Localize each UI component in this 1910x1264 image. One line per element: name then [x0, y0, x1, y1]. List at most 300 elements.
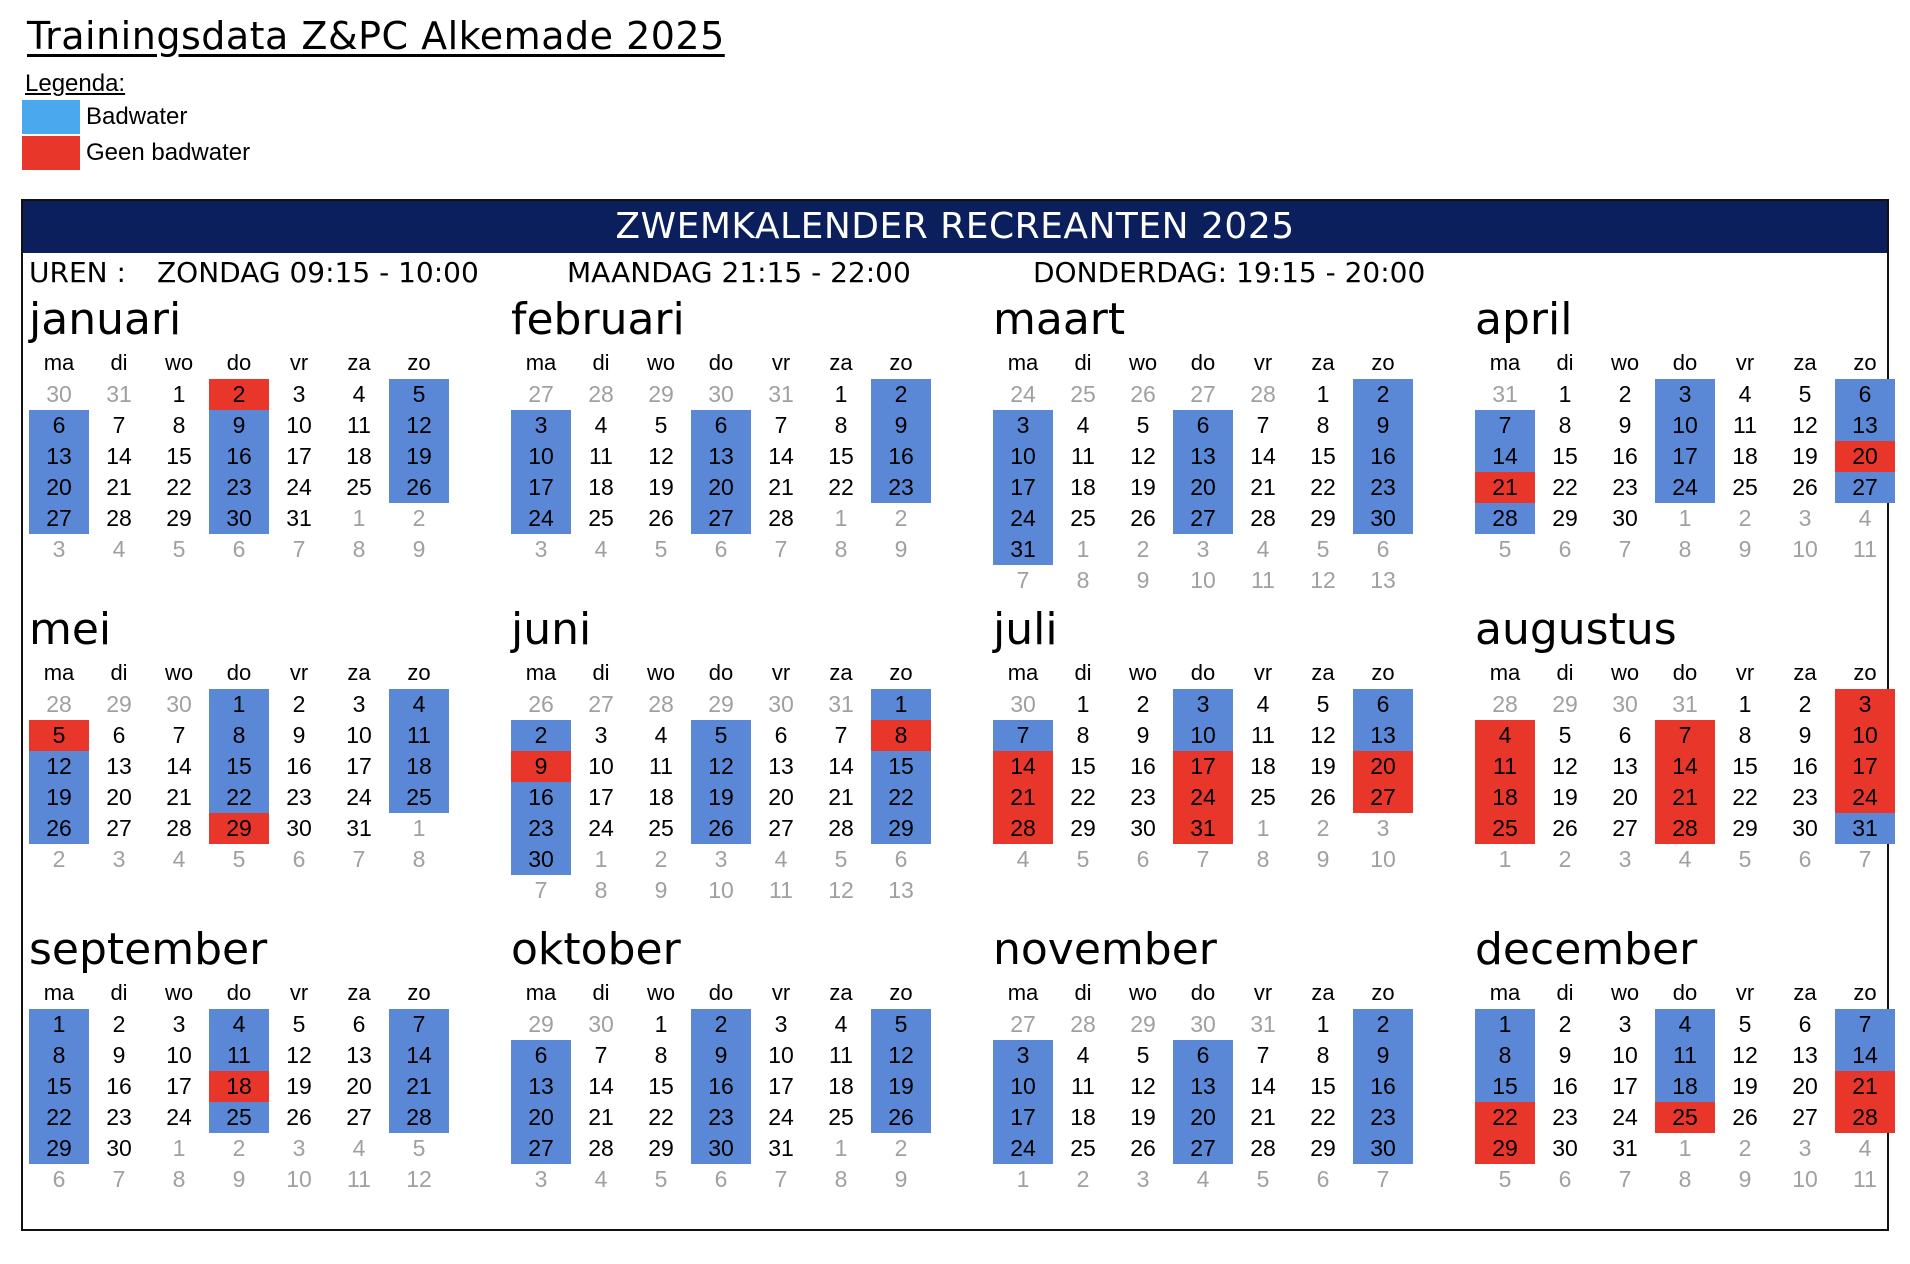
day-cell: 29 — [1070, 815, 1096, 841]
day-cell: 18 — [1070, 474, 1096, 500]
day-cell: 19 — [286, 1073, 312, 1099]
day-other-month: 12 — [1310, 567, 1336, 593]
day-cell: 25 — [1070, 505, 1096, 531]
day-other-month: 8 — [1678, 536, 1692, 562]
weekday-header: vr — [289, 350, 309, 375]
day-other-month: 3 — [52, 536, 66, 562]
day-cell: 16 — [871, 441, 931, 472]
day-cell: 23 — [286, 784, 312, 810]
day-cell: 20 — [1173, 1102, 1233, 1133]
day-cell: 30 — [1353, 503, 1413, 534]
day-other-month: 13 — [1370, 567, 1396, 593]
day-cell: 26 — [1552, 815, 1578, 841]
day-cell: 3 — [1655, 379, 1715, 410]
month-november — [993, 923, 1413, 1195]
day-other-month: 4 — [594, 536, 608, 562]
day-cell: 1 — [654, 1011, 668, 1037]
day-cell: 7 — [1835, 1009, 1895, 1040]
day-cell: 2 — [1618, 381, 1632, 407]
day-cell: 8 — [1475, 1040, 1535, 1071]
day-other-month: 8 — [594, 877, 608, 903]
day-cell: 13 — [1173, 1071, 1233, 1102]
weekday-header: ma — [525, 660, 557, 685]
day-other-month: 29 — [1130, 1011, 1156, 1037]
day-cell: 23 — [691, 1102, 751, 1133]
weekday-header: do — [1190, 660, 1216, 685]
day-cell: 15 — [828, 443, 854, 469]
day-cell: 2 — [1558, 1011, 1572, 1037]
day-cell: 24 — [1835, 782, 1895, 813]
day-other-month: 5 — [1498, 1166, 1512, 1192]
day-cell: 17 — [166, 1073, 192, 1099]
day-cell: 12 — [389, 410, 449, 441]
day-other-month: 5 — [1256, 1166, 1270, 1192]
weekday-header: di — [1556, 350, 1574, 375]
day-cell: 15 — [166, 443, 192, 469]
day-other-month: 1 — [172, 1135, 186, 1161]
day-cell: 8 — [29, 1040, 89, 1071]
day-cell: 2 — [209, 379, 269, 410]
day-cell: 19 — [1732, 1073, 1758, 1099]
day-other-month: 29 — [708, 691, 734, 717]
weekday-header: di — [110, 660, 128, 685]
day-cell: 27 — [768, 815, 794, 841]
day-cell: 26 — [1310, 784, 1336, 810]
day-cell: 11 — [1071, 443, 1095, 469]
day-cell: 15 — [648, 1073, 674, 1099]
day-other-month: 28 — [1492, 691, 1518, 717]
month-grid — [1475, 347, 1895, 565]
day-cell: 20 — [106, 784, 132, 810]
day-cell: 29 — [1310, 505, 1336, 531]
month-grid — [993, 977, 1413, 1195]
day-cell: 19 — [389, 441, 449, 472]
month-name: mei — [29, 604, 112, 655]
day-cell: 3 — [511, 410, 571, 441]
day-other-month: 31 — [106, 381, 132, 407]
day-other-month: 2 — [894, 1135, 908, 1161]
day-cell: 6 — [1173, 1040, 1233, 1071]
weekday-header: zo — [407, 660, 431, 685]
day-cell: 7 — [993, 720, 1053, 751]
day-other-month: 11 — [769, 877, 793, 903]
day-cell: 12 — [1130, 443, 1156, 469]
day-cell: 30 — [1792, 815, 1818, 841]
day-cell: 10 — [511, 441, 571, 472]
hours-monday: MAANDAG 21:15 - 22:00 — [567, 256, 911, 289]
day-cell: 27 — [1353, 782, 1413, 813]
month-name: juni — [511, 604, 592, 655]
day-cell: 24 — [166, 1104, 192, 1130]
day-cell: 15 — [1552, 443, 1578, 469]
day-other-month: 27 — [1190, 381, 1216, 407]
weekday-header: zo — [1371, 660, 1395, 685]
day-cell: 27 — [1835, 472, 1895, 503]
day-other-month: 30 — [588, 1011, 614, 1037]
day-cell: 4 — [389, 689, 449, 720]
day-other-month: 9 — [232, 1166, 246, 1192]
day-cell: 15 — [1732, 753, 1758, 779]
weekday-header: za — [829, 980, 853, 1005]
day-cell: 19 — [1792, 443, 1818, 469]
day-cell: 22 — [1310, 474, 1336, 500]
day-other-month: 27 — [588, 691, 614, 717]
day-cell: 22 — [648, 1104, 674, 1130]
day-other-month: 3 — [1196, 536, 1210, 562]
day-cell: 23 — [1612, 474, 1638, 500]
weekday-header: ma — [1489, 980, 1521, 1005]
day-cell: 7 — [774, 412, 788, 438]
day-other-month: 30 — [1190, 1011, 1216, 1037]
day-cell: 18 — [1732, 443, 1758, 469]
day-cell: 18 — [209, 1071, 269, 1102]
day-cell: 13 — [346, 1042, 372, 1068]
legend-item-geen-badwater — [22, 135, 250, 171]
day-cell: 10 — [1612, 1042, 1638, 1068]
day-cell: 7 — [112, 412, 126, 438]
day-cell: 25 — [1250, 784, 1276, 810]
day-other-month: 6 — [1798, 846, 1812, 872]
month-grid — [29, 657, 449, 875]
day-cell: 9 — [292, 722, 306, 748]
day-other-month: 1 — [594, 846, 608, 872]
day-cell: 5 — [871, 1009, 931, 1040]
weekday-header: wo — [646, 980, 676, 1005]
day-cell: 6 — [1835, 379, 1895, 410]
day-other-month: 9 — [654, 877, 668, 903]
day-cell: 6 — [112, 722, 126, 748]
day-other-month: 5 — [172, 536, 186, 562]
day-other-month: 5 — [654, 536, 668, 562]
day-cell: 31 — [286, 505, 312, 531]
day-cell: 27 — [691, 503, 751, 534]
day-cell: 6 — [29, 410, 89, 441]
day-other-month: 5 — [1316, 536, 1330, 562]
day-other-month: 11 — [347, 1166, 371, 1192]
month-grid — [1475, 977, 1895, 1195]
day-cell: 5 — [389, 379, 449, 410]
day-other-month: 1 — [412, 815, 426, 841]
day-cell: 23 — [511, 813, 571, 844]
day-cell: 18 — [648, 784, 674, 810]
day-cell: 9 — [1353, 410, 1413, 441]
day-cell: 25 — [828, 1104, 854, 1130]
month-grid — [993, 657, 1413, 875]
day-cell: 4 — [1076, 412, 1090, 438]
weekday-header: za — [1311, 350, 1335, 375]
weekday-header: di — [592, 350, 610, 375]
weekday-header: vr — [1735, 350, 1755, 375]
day-other-month: 5 — [1498, 536, 1512, 562]
day-cell: 1 — [29, 1009, 89, 1040]
day-cell: 5 — [691, 720, 751, 751]
day-other-month: 12 — [828, 877, 854, 903]
day-other-month: 9 — [894, 536, 908, 562]
day-cell: 18 — [1475, 782, 1535, 813]
day-other-month: 2 — [1136, 536, 1150, 562]
day-other-month: 1 — [834, 1135, 848, 1161]
weekday-header: zo — [1371, 350, 1395, 375]
day-cell: 10 — [588, 753, 614, 779]
day-cell: 24 — [1612, 1104, 1638, 1130]
day-other-month: 1 — [1678, 1135, 1692, 1161]
weekday-header: zo — [1853, 660, 1877, 685]
month-juli — [993, 603, 1413, 875]
day-cell: 4 — [1256, 691, 1270, 717]
day-cell: 3 — [993, 1040, 1053, 1071]
day-other-month: 2 — [1076, 1166, 1090, 1192]
day-other-month: 3 — [1798, 505, 1812, 531]
day-other-month: 30 — [1612, 691, 1638, 717]
month-januari — [29, 293, 449, 565]
day-cell: 10 — [1835, 720, 1895, 751]
day-cell: 20 — [768, 784, 794, 810]
day-cell: 17 — [346, 753, 372, 779]
weekday-header: do — [226, 660, 252, 685]
day-other-month: 8 — [1678, 1166, 1692, 1192]
day-cell: 3 — [993, 410, 1053, 441]
weekday-header: di — [1556, 660, 1574, 685]
weekday-header: do — [1190, 980, 1216, 1005]
day-cell: 4 — [834, 1011, 848, 1037]
day-other-month: 24 — [1010, 381, 1036, 407]
month-grid — [511, 977, 931, 1195]
day-other-month: 2 — [1738, 1135, 1752, 1161]
weekday-header: zo — [889, 350, 913, 375]
day-cell: 14 — [828, 753, 854, 779]
day-cell: 14 — [389, 1040, 449, 1071]
day-other-month: 30 — [46, 381, 72, 407]
day-cell: 25 — [1070, 1135, 1096, 1161]
day-cell: 21 — [166, 784, 192, 810]
day-cell: 26 — [1130, 1135, 1156, 1161]
weekday-header: wo — [646, 660, 676, 685]
day-cell: 6 — [1798, 1011, 1812, 1037]
day-cell: 2 — [1353, 379, 1413, 410]
day-cell: 29 — [166, 505, 192, 531]
day-other-month: 4 — [1678, 846, 1692, 872]
day-cell: 12 — [1552, 753, 1578, 779]
weekday-header: zo — [1371, 980, 1395, 1005]
month-name: maart — [993, 294, 1126, 345]
weekday-header: za — [829, 350, 853, 375]
day-cell: 14 — [1655, 751, 1715, 782]
day-cell: 12 — [871, 1040, 931, 1071]
day-cell: 28 — [1655, 813, 1715, 844]
day-cell: 22 — [1475, 1102, 1535, 1133]
day-other-month: 6 — [1316, 1166, 1330, 1192]
day-cell: 2 — [1136, 691, 1150, 717]
weekday-header: wo — [1610, 350, 1640, 375]
day-other-month: 2 — [894, 505, 908, 531]
legend-label: Legenda: — [25, 70, 126, 97]
day-cell: 23 — [871, 472, 931, 503]
month-september — [29, 923, 449, 1195]
day-cell: 30 — [1552, 1135, 1578, 1161]
day-cell: 26 — [1732, 1104, 1758, 1130]
day-cell: 14 — [993, 751, 1053, 782]
day-other-month: 8 — [412, 846, 426, 872]
weekday-header: di — [1556, 980, 1574, 1005]
day-other-month: 7 — [1376, 1166, 1390, 1192]
day-cell: 8 — [871, 720, 931, 751]
day-other-month: 9 — [1316, 846, 1330, 872]
day-cell: 5 — [1136, 412, 1150, 438]
day-cell: 18 — [1655, 1071, 1715, 1102]
day-cell: 11 — [589, 443, 613, 469]
month-name: december — [1475, 924, 1698, 975]
weekday-header: vr — [289, 980, 309, 1005]
day-cell: 11 — [209, 1040, 269, 1071]
day-cell: 10 — [993, 441, 1053, 472]
day-other-month: 4 — [172, 846, 186, 872]
day-cell: 6 — [511, 1040, 571, 1071]
day-cell: 21 — [1475, 472, 1535, 503]
day-cell: 9 — [1798, 722, 1812, 748]
day-cell: 7 — [1256, 412, 1270, 438]
weekday-header: wo — [1610, 980, 1640, 1005]
day-cell: 6 — [691, 410, 751, 441]
legend-text-badwater: Badwater — [86, 103, 188, 130]
weekday-header: vr — [771, 660, 791, 685]
day-cell: 20 — [1835, 441, 1895, 472]
day-cell: 10 — [768, 1042, 794, 1068]
day-cell: 1 — [1316, 381, 1330, 407]
day-other-month: 29 — [1552, 691, 1578, 717]
day-cell: 10 — [166, 1042, 192, 1068]
weekday-header: ma — [1007, 350, 1039, 375]
day-cell: 18 — [346, 443, 372, 469]
weekday-header: ma — [1489, 350, 1521, 375]
day-cell: 25 — [209, 1102, 269, 1133]
day-cell: 31 — [346, 815, 372, 841]
day-other-month: 28 — [648, 691, 674, 717]
day-cell: 11 — [829, 1042, 853, 1068]
weekday-header: do — [226, 350, 252, 375]
day-cell: 8 — [834, 412, 848, 438]
day-other-month: 9 — [894, 1166, 908, 1192]
day-cell: 21 — [588, 1104, 614, 1130]
day-other-month: 9 — [412, 536, 426, 562]
day-cell: 1 — [209, 689, 269, 720]
weekday-header: ma — [1007, 660, 1039, 685]
weekday-header: do — [708, 980, 734, 1005]
day-cell: 28 — [389, 1102, 449, 1133]
day-cell: 27 — [346, 1104, 372, 1130]
day-cell: 8 — [172, 412, 186, 438]
day-cell: 22 — [1552, 474, 1578, 500]
day-other-month: 26 — [1130, 381, 1156, 407]
day-other-month: 4 — [1858, 1135, 1872, 1161]
day-cell: 23 — [1792, 784, 1818, 810]
day-other-month: 7 — [534, 877, 548, 903]
day-other-month: 8 — [1256, 846, 1270, 872]
day-cell: 15 — [209, 751, 269, 782]
day-cell: 9 — [691, 1040, 751, 1071]
day-cell: 11 — [649, 753, 673, 779]
day-other-month: 27 — [1010, 1011, 1036, 1037]
day-cell: 1 — [1738, 691, 1752, 717]
day-cell: 19 — [648, 474, 674, 500]
day-cell: 4 — [1076, 1042, 1090, 1068]
day-cell: 16 — [511, 782, 571, 813]
day-other-month: 2 — [412, 505, 426, 531]
day-cell: 30 — [1353, 1133, 1413, 1164]
day-other-month: 31 — [1492, 381, 1518, 407]
day-other-month: 1 — [1076, 536, 1090, 562]
day-cell: 3 — [1173, 689, 1233, 720]
day-other-month: 5 — [654, 1166, 668, 1192]
day-cell: 20 — [1353, 751, 1413, 782]
day-cell: 23 — [1130, 784, 1156, 810]
day-other-month: 7 — [292, 536, 306, 562]
day-cell: 6 — [1173, 410, 1233, 441]
hours-row — [23, 253, 1887, 293]
day-cell: 14 — [1250, 1073, 1276, 1099]
day-cell: 7 — [1655, 720, 1715, 751]
day-cell: 3 — [352, 691, 366, 717]
weekday-header: za — [1311, 980, 1335, 1005]
day-cell: 12 — [648, 443, 674, 469]
day-cell: 20 — [1173, 472, 1233, 503]
day-cell: 3 — [292, 381, 306, 407]
day-cell: 29 — [871, 813, 931, 844]
weekday-header: vr — [1735, 980, 1755, 1005]
day-cell: 22 — [1732, 784, 1758, 810]
month-juni — [511, 603, 931, 906]
day-cell: 7 — [389, 1009, 449, 1040]
day-other-month: 5 — [1738, 846, 1752, 872]
day-cell: 26 — [29, 813, 89, 844]
day-other-month: 8 — [834, 1166, 848, 1192]
weekday-header: wo — [164, 350, 194, 375]
day-cell: 16 — [1552, 1073, 1578, 1099]
day-cell: 1 — [1475, 1009, 1535, 1040]
day-cell: 28 — [1250, 1135, 1276, 1161]
day-cell: 5 — [1316, 691, 1330, 717]
day-cell: 21 — [389, 1071, 449, 1102]
day-cell: 25 — [588, 505, 614, 531]
weekday-header: za — [829, 660, 853, 685]
day-cell: 17 — [1655, 441, 1715, 472]
day-cell: 4 — [352, 381, 366, 407]
day-cell: 30 — [691, 1133, 751, 1164]
day-cell: 2 — [112, 1011, 126, 1037]
day-cell: 16 — [1792, 753, 1818, 779]
day-cell: 23 — [106, 1104, 132, 1130]
weekday-header: di — [592, 660, 610, 685]
weekday-header: di — [1074, 980, 1092, 1005]
day-other-month: 25 — [1070, 381, 1096, 407]
day-cell: 5 — [1798, 381, 1812, 407]
day-cell: 29 — [1310, 1135, 1336, 1161]
day-other-month: 6 — [232, 536, 246, 562]
day-cell: 15 — [1310, 443, 1336, 469]
day-cell: 14 — [106, 443, 132, 469]
day-cell: 2 — [871, 379, 931, 410]
day-other-month: 6 — [1558, 1166, 1572, 1192]
day-cell: 20 — [691, 472, 751, 503]
day-cell: 20 — [346, 1073, 372, 1099]
month-april — [1475, 293, 1895, 565]
calendar-banner: ZWEMKALENDER RECREANTEN 2025 — [23, 201, 1887, 253]
day-other-month: 30 — [1010, 691, 1036, 717]
day-cell: 8 — [1558, 412, 1572, 438]
day-cell: 17 — [286, 443, 312, 469]
day-cell: 11 — [1251, 722, 1275, 748]
day-cell: 25 — [1475, 813, 1535, 844]
day-cell: 21 — [1250, 474, 1276, 500]
